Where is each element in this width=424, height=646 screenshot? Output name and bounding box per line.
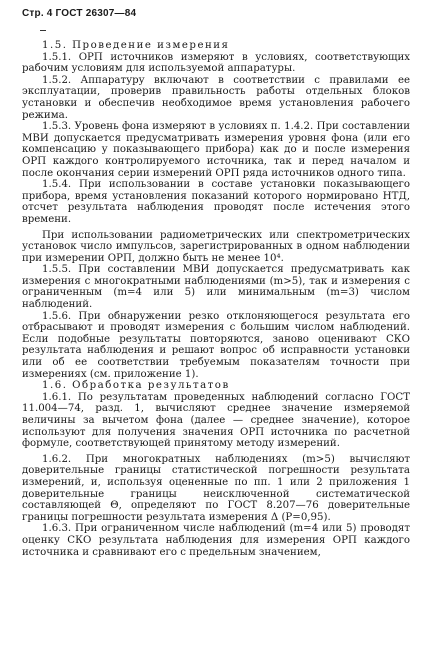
paragraph-1-6-3: 1.6.3. При ограниченном числе наблюдений (m=4 или 5) проводят оценку СКО результата наблюдения для измерения ОРП каждого источника и сравнивают его с предельным значением, <box>22 523 410 558</box>
paragraph-1-5-4-cont: При использовании радиометрических или спектрометрических установок число импульсов, зарегистрированных в одном наблюдении при измерении ОРП, должно быть не менее 10⁴. <box>22 229 410 264</box>
paragraph-1-5-1: 1.5.1. ОРП источников измеряют в условиях, соответствующих рабочим условиям для используемой аппаратуры. <box>22 51 410 75</box>
paragraph-1-6-1: 1.6.1. По результатам проведенных наблюдений согласно ГОСТ 11.004—74, разд. 1, вычисляют среднее значение измеряемой величины за вычетом фона (далее — среднее значение), которое используют для получения значения ОРП источника по расчетной формуле, соответствующей принятому методу измерений. <box>22 391 410 450</box>
section-heading-1-5: 1.5. Проведение измерения <box>42 40 230 51</box>
paragraph-1-5-2: 1.5.2. Аппаратуру включают в соответствии с правилами ее эксплуатации, проверив правильность работы отдельных блоков установки и обеспечив необходимое время установления рабочего режима. <box>22 74 410 121</box>
paragraph-1-5-3: 1.5.3. Уровень фона измеряют в условиях п. 1.4.2. При составлении МВИ допускается предусматривать измерения уровня фона (или его компенсацию у показывающего прибора) как до и после измерения ОРП каждого контролируемого источника, так и перед началом и после окончания серии измерений ОРП ряда источников одного типа. <box>22 121 410 179</box>
dash-mark <box>40 30 46 31</box>
section-heading-1-6: 1.6. Обработка результатов <box>42 380 230 392</box>
paragraph-1-5-4: 1.5.4. При использовании в составе установки показывающего прибора, время установления показаний которого нормировано НТД, отсчет результата наблюдения проводят после истечения этого времени. <box>22 179 410 225</box>
paragraph-1-5-6: 1.5.6. При обнаружении резко отклоняющегося результата его отбрасывают и проводят измерения с большим числом наблюдений. Если подобные результаты повторяются, заново оценивают СКО результата наблюдения и решают вопрос об исправности установки или об ее соответствии требуемым показателям точности при измерениях (см. приложение 1). <box>22 310 410 380</box>
paragraph-1-5-5: 1.5.5. При составлении МВИ допускается предусматривать как измерения с многократными наблюдениями (m>5), так и измерения с ограниченным (m=4 или 5) или минимальным (m=3) числом наблюдений. <box>22 264 410 311</box>
page-body <box>22 40 410 558</box>
paragraph-1-6-2: 1.6.2. При многократных наблюдениях (m>5) вычисляют доверительные границы статистической погрешности результата измерений, и, используя оцененные по пп. 1 или 2 приложения 1 доверительные границы неисключенной систематической составляющей Θ, определяют по ГОСТ 8.207—76 доверительные границы погрешности результата измерения Δ (P=0,95). <box>22 453 410 523</box>
page-header: Стр. 4 ГОСТ 26307—84 <box>22 8 137 19</box>
